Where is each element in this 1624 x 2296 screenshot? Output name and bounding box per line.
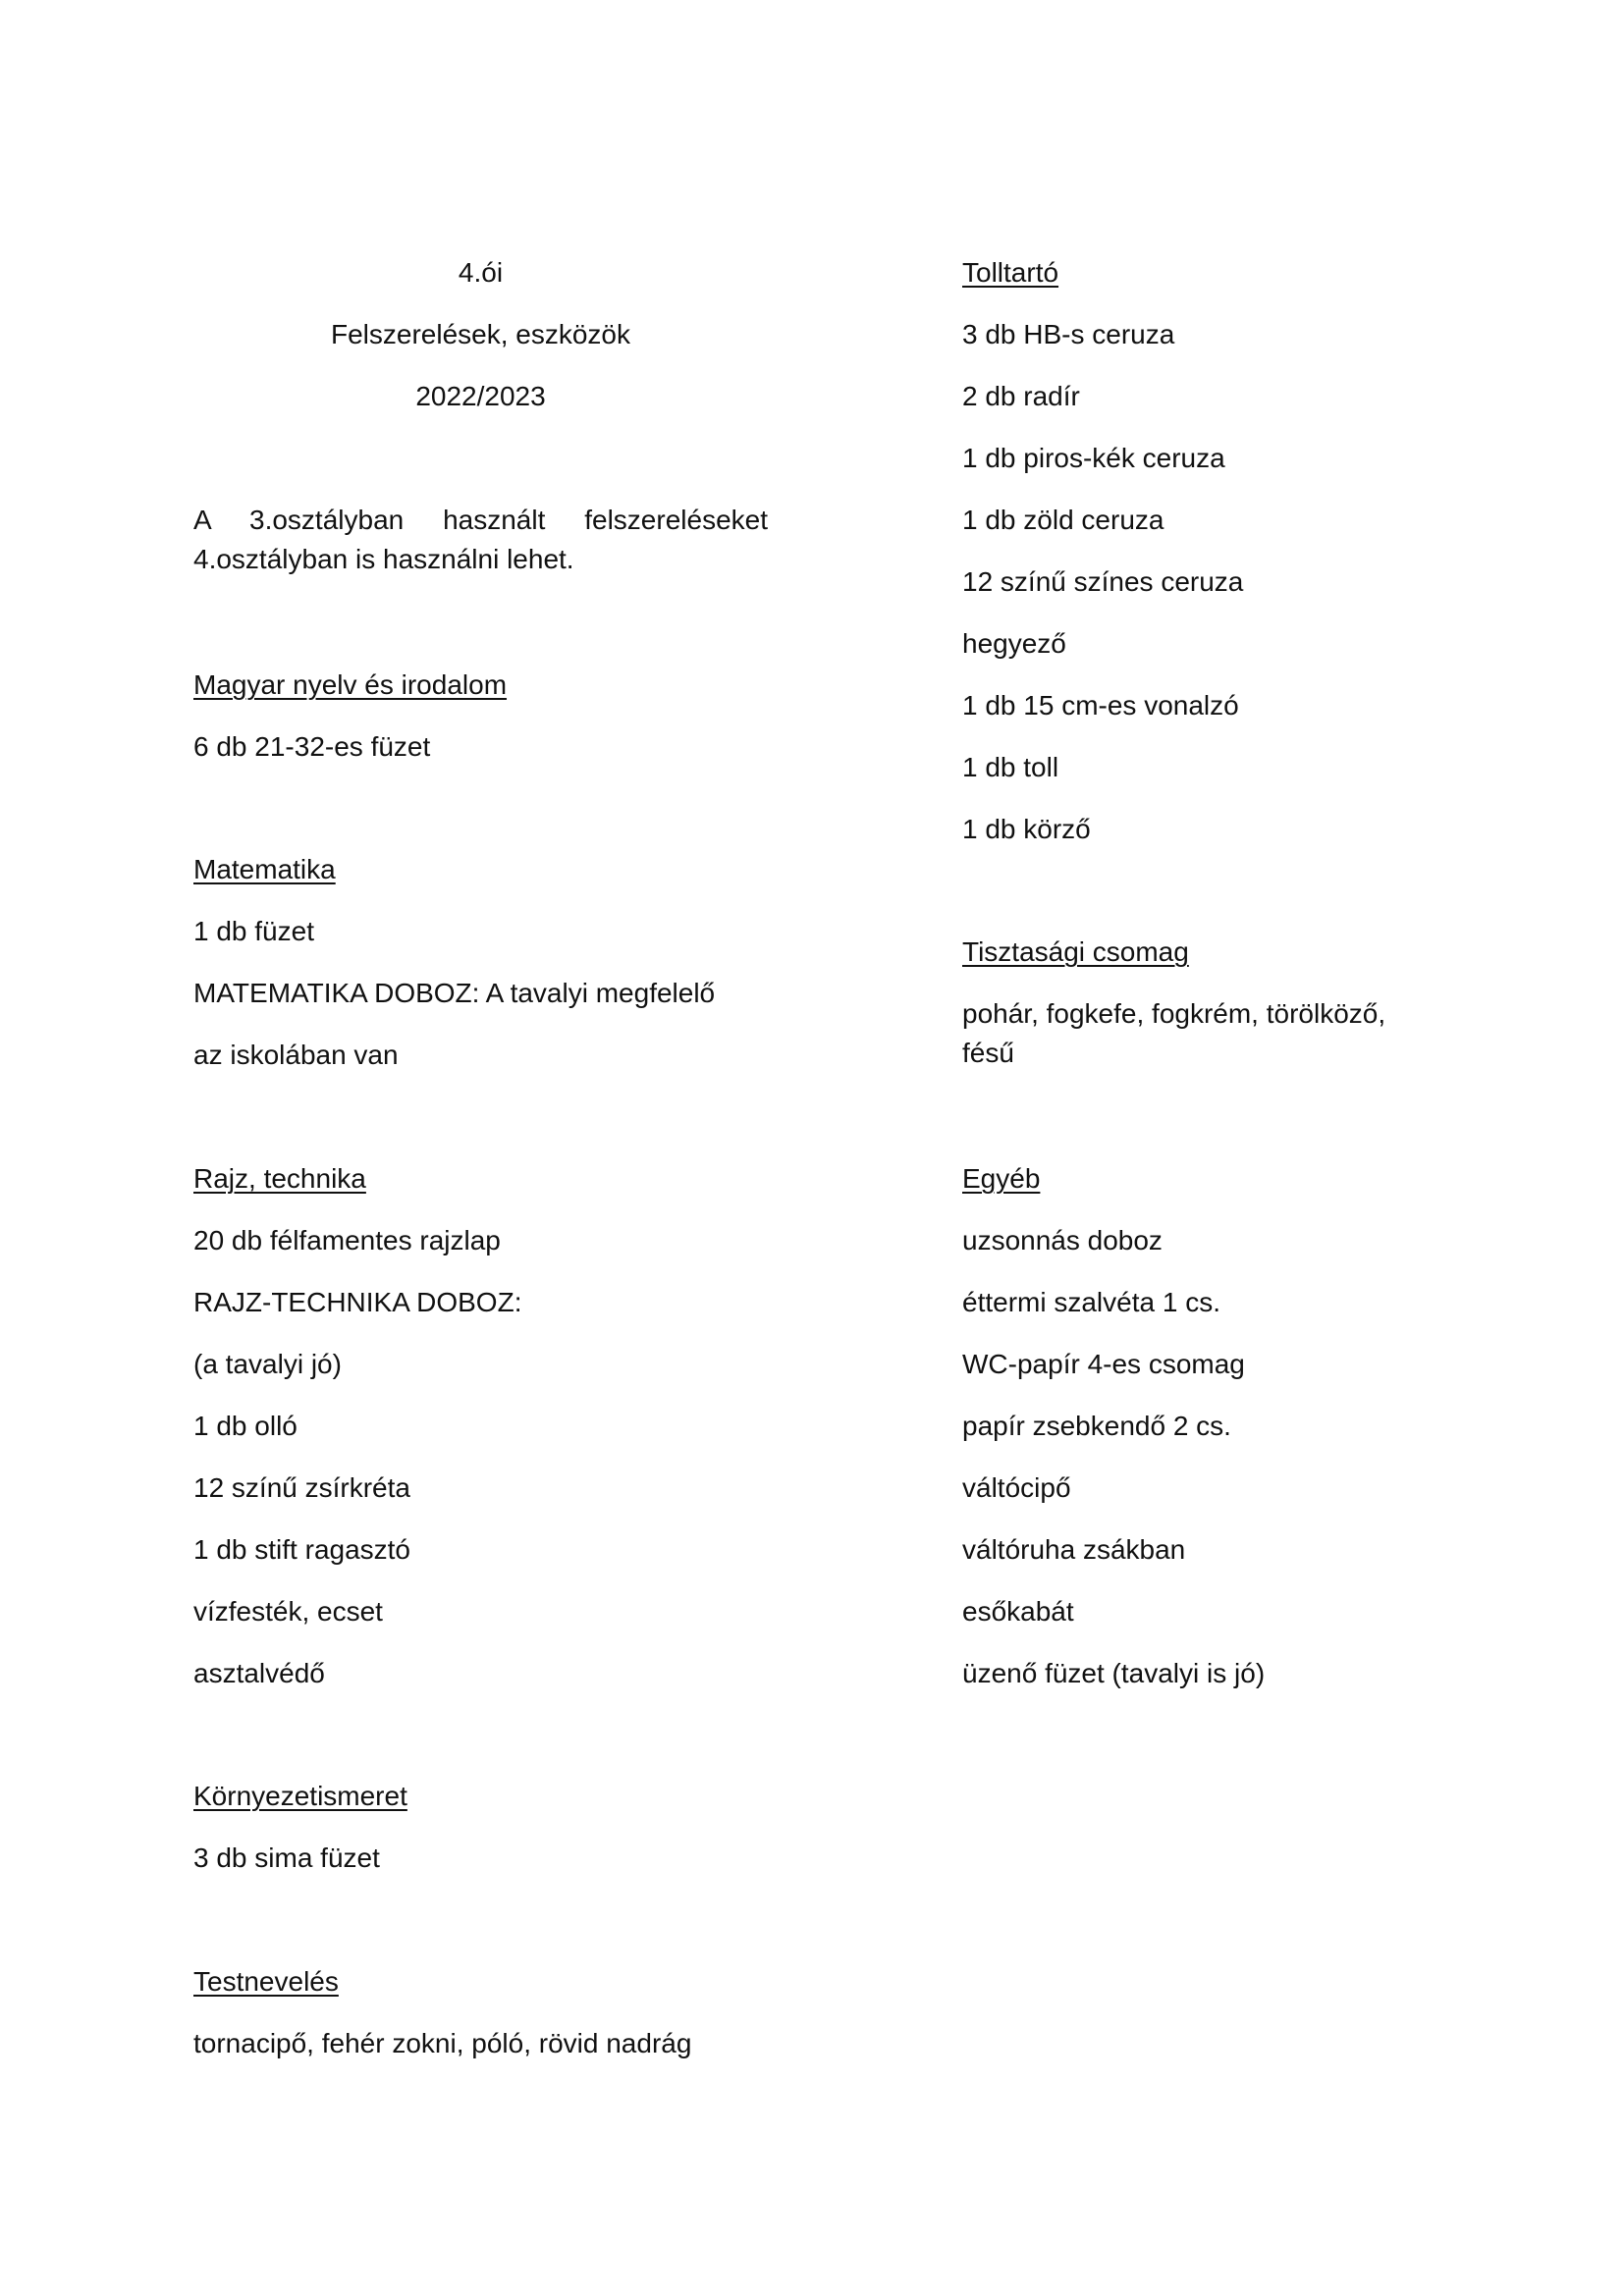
list-item: 1 db piros-kék ceruza — [962, 443, 1225, 473]
section-heading-matematika: Matematika — [193, 854, 336, 884]
list-item: uzsonnás doboz — [962, 1225, 1163, 1255]
list-item: pohár, fogkefe, fogkrém, törölköző, — [962, 998, 1386, 1029]
list-item: (a tavalyi jó) — [193, 1349, 342, 1379]
list-item: 12 színű zsírkréta — [193, 1472, 410, 1503]
section-heading-rajz: Rajz, technika — [193, 1163, 366, 1194]
section-heading-egyeb: Egyéb — [962, 1163, 1041, 1194]
school-year: 2022/2023 — [415, 381, 546, 411]
list-item: MATEMATIKA DOBOZ: A tavalyi megfelelő — [193, 978, 716, 1008]
section-heading-kornyezetismeret: Környezetismeret — [193, 1781, 407, 1811]
list-item: 1 db zöld ceruza — [962, 505, 1164, 535]
list-item: 20 db félfamentes rajzlap — [193, 1225, 501, 1255]
list-item: asztalvédő — [193, 1658, 325, 1688]
list-item: tornacipő, fehér zokni, póló, rövid nadrág — [193, 2028, 692, 2058]
list-item: 1 db stift ragasztó — [193, 1534, 411, 1565]
list-item: 1 db füzet — [193, 916, 314, 946]
list-item: az iskolában van — [193, 1040, 399, 1070]
list-item: RAJZ-TECHNIKA DOBOZ: — [193, 1287, 522, 1317]
list-item: 3 db sima füzet — [193, 1842, 380, 1873]
list-item: WC-papír 4-es csomag — [962, 1349, 1245, 1379]
grade-label: 4.ói — [458, 257, 504, 288]
section-heading-tolltarto: Tolltartó — [962, 257, 1059, 288]
list-item: 1 db olló — [193, 1411, 298, 1441]
list-item: üzenő füzet (tavalyi is jó) — [962, 1658, 1266, 1688]
list-item: 12 színű színes ceruza — [962, 566, 1244, 597]
section-heading-testneveles: Testnevelés — [193, 1966, 339, 1997]
list-item: éttermi szalvéta 1 cs. — [962, 1287, 1220, 1317]
list-item: esőkabát — [962, 1596, 1074, 1627]
document-title: Felszerelések, eszközök — [330, 319, 630, 349]
list-item: váltócipő — [962, 1472, 1071, 1503]
list-item: vízfesték, ecset — [193, 1596, 383, 1627]
list-item: 1 db toll — [962, 752, 1059, 782]
list-item: 1 db körző — [962, 814, 1091, 844]
list-item: fésű — [962, 1038, 1014, 1068]
section-heading-tisztasagi-csomag: Tisztasági csomag — [962, 936, 1189, 967]
list-item: papír zsebkendő 2 cs. — [962, 1411, 1231, 1441]
list-item: váltóruha zsákban — [962, 1534, 1186, 1565]
list-item: hegyező — [962, 628, 1066, 659]
list-item: 2 db radír — [962, 381, 1080, 411]
list-item: 1 db 15 cm-es vonalzó — [962, 690, 1239, 721]
intro-line-1: A 3.osztályban használt felszereléseket — [193, 505, 768, 535]
section-heading-magyar: Magyar nyelv és irodalom — [193, 669, 508, 700]
intro-line-2: 4.osztályban is használni lehet. — [193, 544, 574, 574]
list-item: 6 db 21-32-es füzet — [193, 731, 431, 762]
list-item: 3 db HB-s ceruza — [962, 319, 1175, 349]
